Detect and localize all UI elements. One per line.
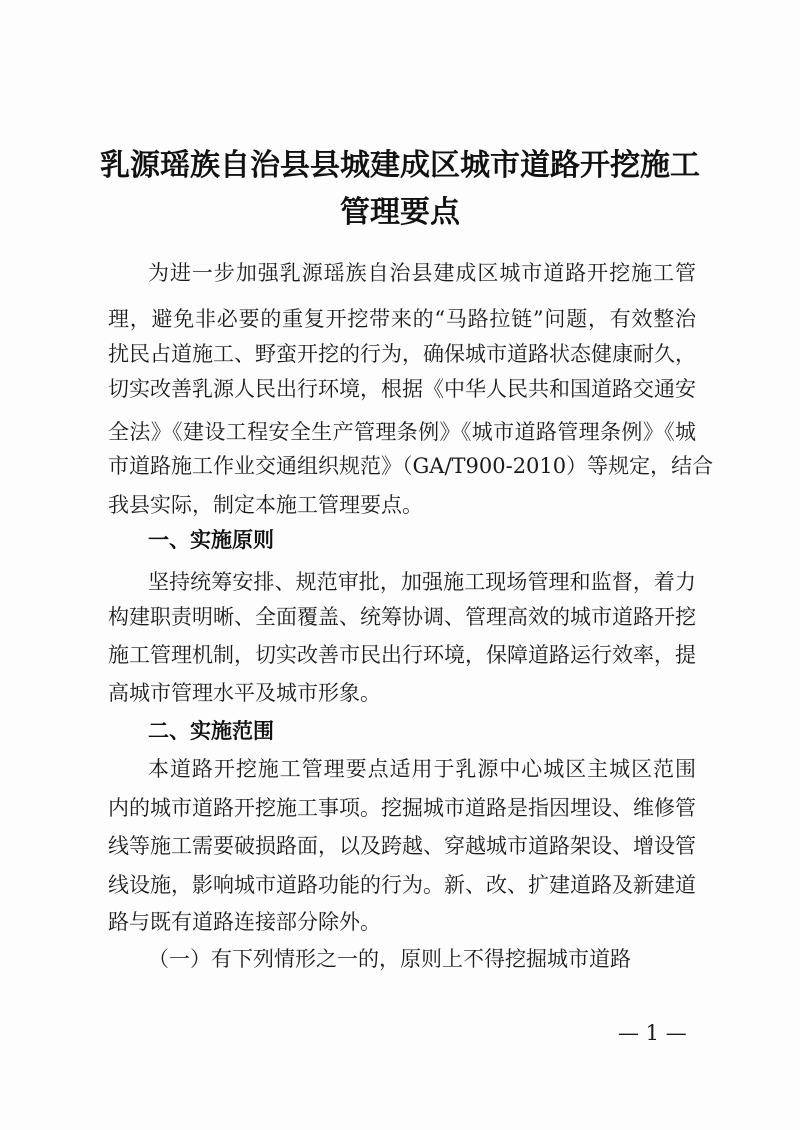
subsection-heading: （一）有下列情形之一的，原则上不得挖掘城市道路	[148, 947, 631, 971]
document-title-line-1: 乳源瑶族自治县县城建成区城市道路开挖施工	[100, 148, 700, 183]
section1-line: 高城市管理水平及城市形象。	[108, 681, 381, 705]
document-title-line-2: 管理要点	[340, 195, 460, 230]
section1-line: 施工管理机制，切实改善市民出行环境，保障道路运行效率，提	[108, 643, 696, 667]
section2-line: 线设施，影响城市道路功能的行为。新、改、扩建道路及新建道	[108, 873, 696, 897]
intro-line: 我县实际，制定本施工管理要点。	[108, 493, 423, 517]
intro-line: 市道路施工作业交通组织规范》（GA/T900-2010）等规定，结合	[108, 454, 714, 478]
section2-line: 内的城市道路开挖施工事项。挖掘城市道路是指因埋设、维修管	[108, 796, 696, 820]
page-number: — 1 —	[618, 1021, 687, 1045]
section1-line: 坚持统筹安排、规范审批，加强施工现场管理和监督，着力	[148, 570, 696, 594]
intro-line: 全法》《建设工程安全生产管理条例》《城市道路管理条例》《城	[108, 420, 696, 444]
intro-line: 为进一步加强乳源瑶族自治县建成区城市道路开挖施工管	[148, 261, 696, 285]
intro-line: 切实改善乳源人民出行环境，根据《中华人民共和国道路交通安	[108, 377, 696, 401]
section2-line: 本道路开挖施工管理要点适用于乳源中心城区主城区范围	[148, 757, 696, 781]
intro-line: 扰民占道施工、野蛮开挖的行为，确保城市道路状态健康耐久，	[108, 342, 696, 366]
intro-line: 理，避免非必要的重复开挖带来的“马路拉链”问题，有效整治	[108, 307, 696, 331]
section2-line: 线等施工需要破损路面，以及跨越、穿越城市道路架设、增设管	[108, 834, 696, 858]
section2-line: 路与既有道路连接部分除外。	[108, 910, 381, 934]
section-heading-principles: 一、实施原则	[148, 528, 274, 552]
section-heading-scope: 二、实施范围	[148, 719, 274, 743]
section1-line: 构建职责明晰、全面覆盖、统筹协调、管理高效的城市道路开挖	[108, 605, 696, 629]
